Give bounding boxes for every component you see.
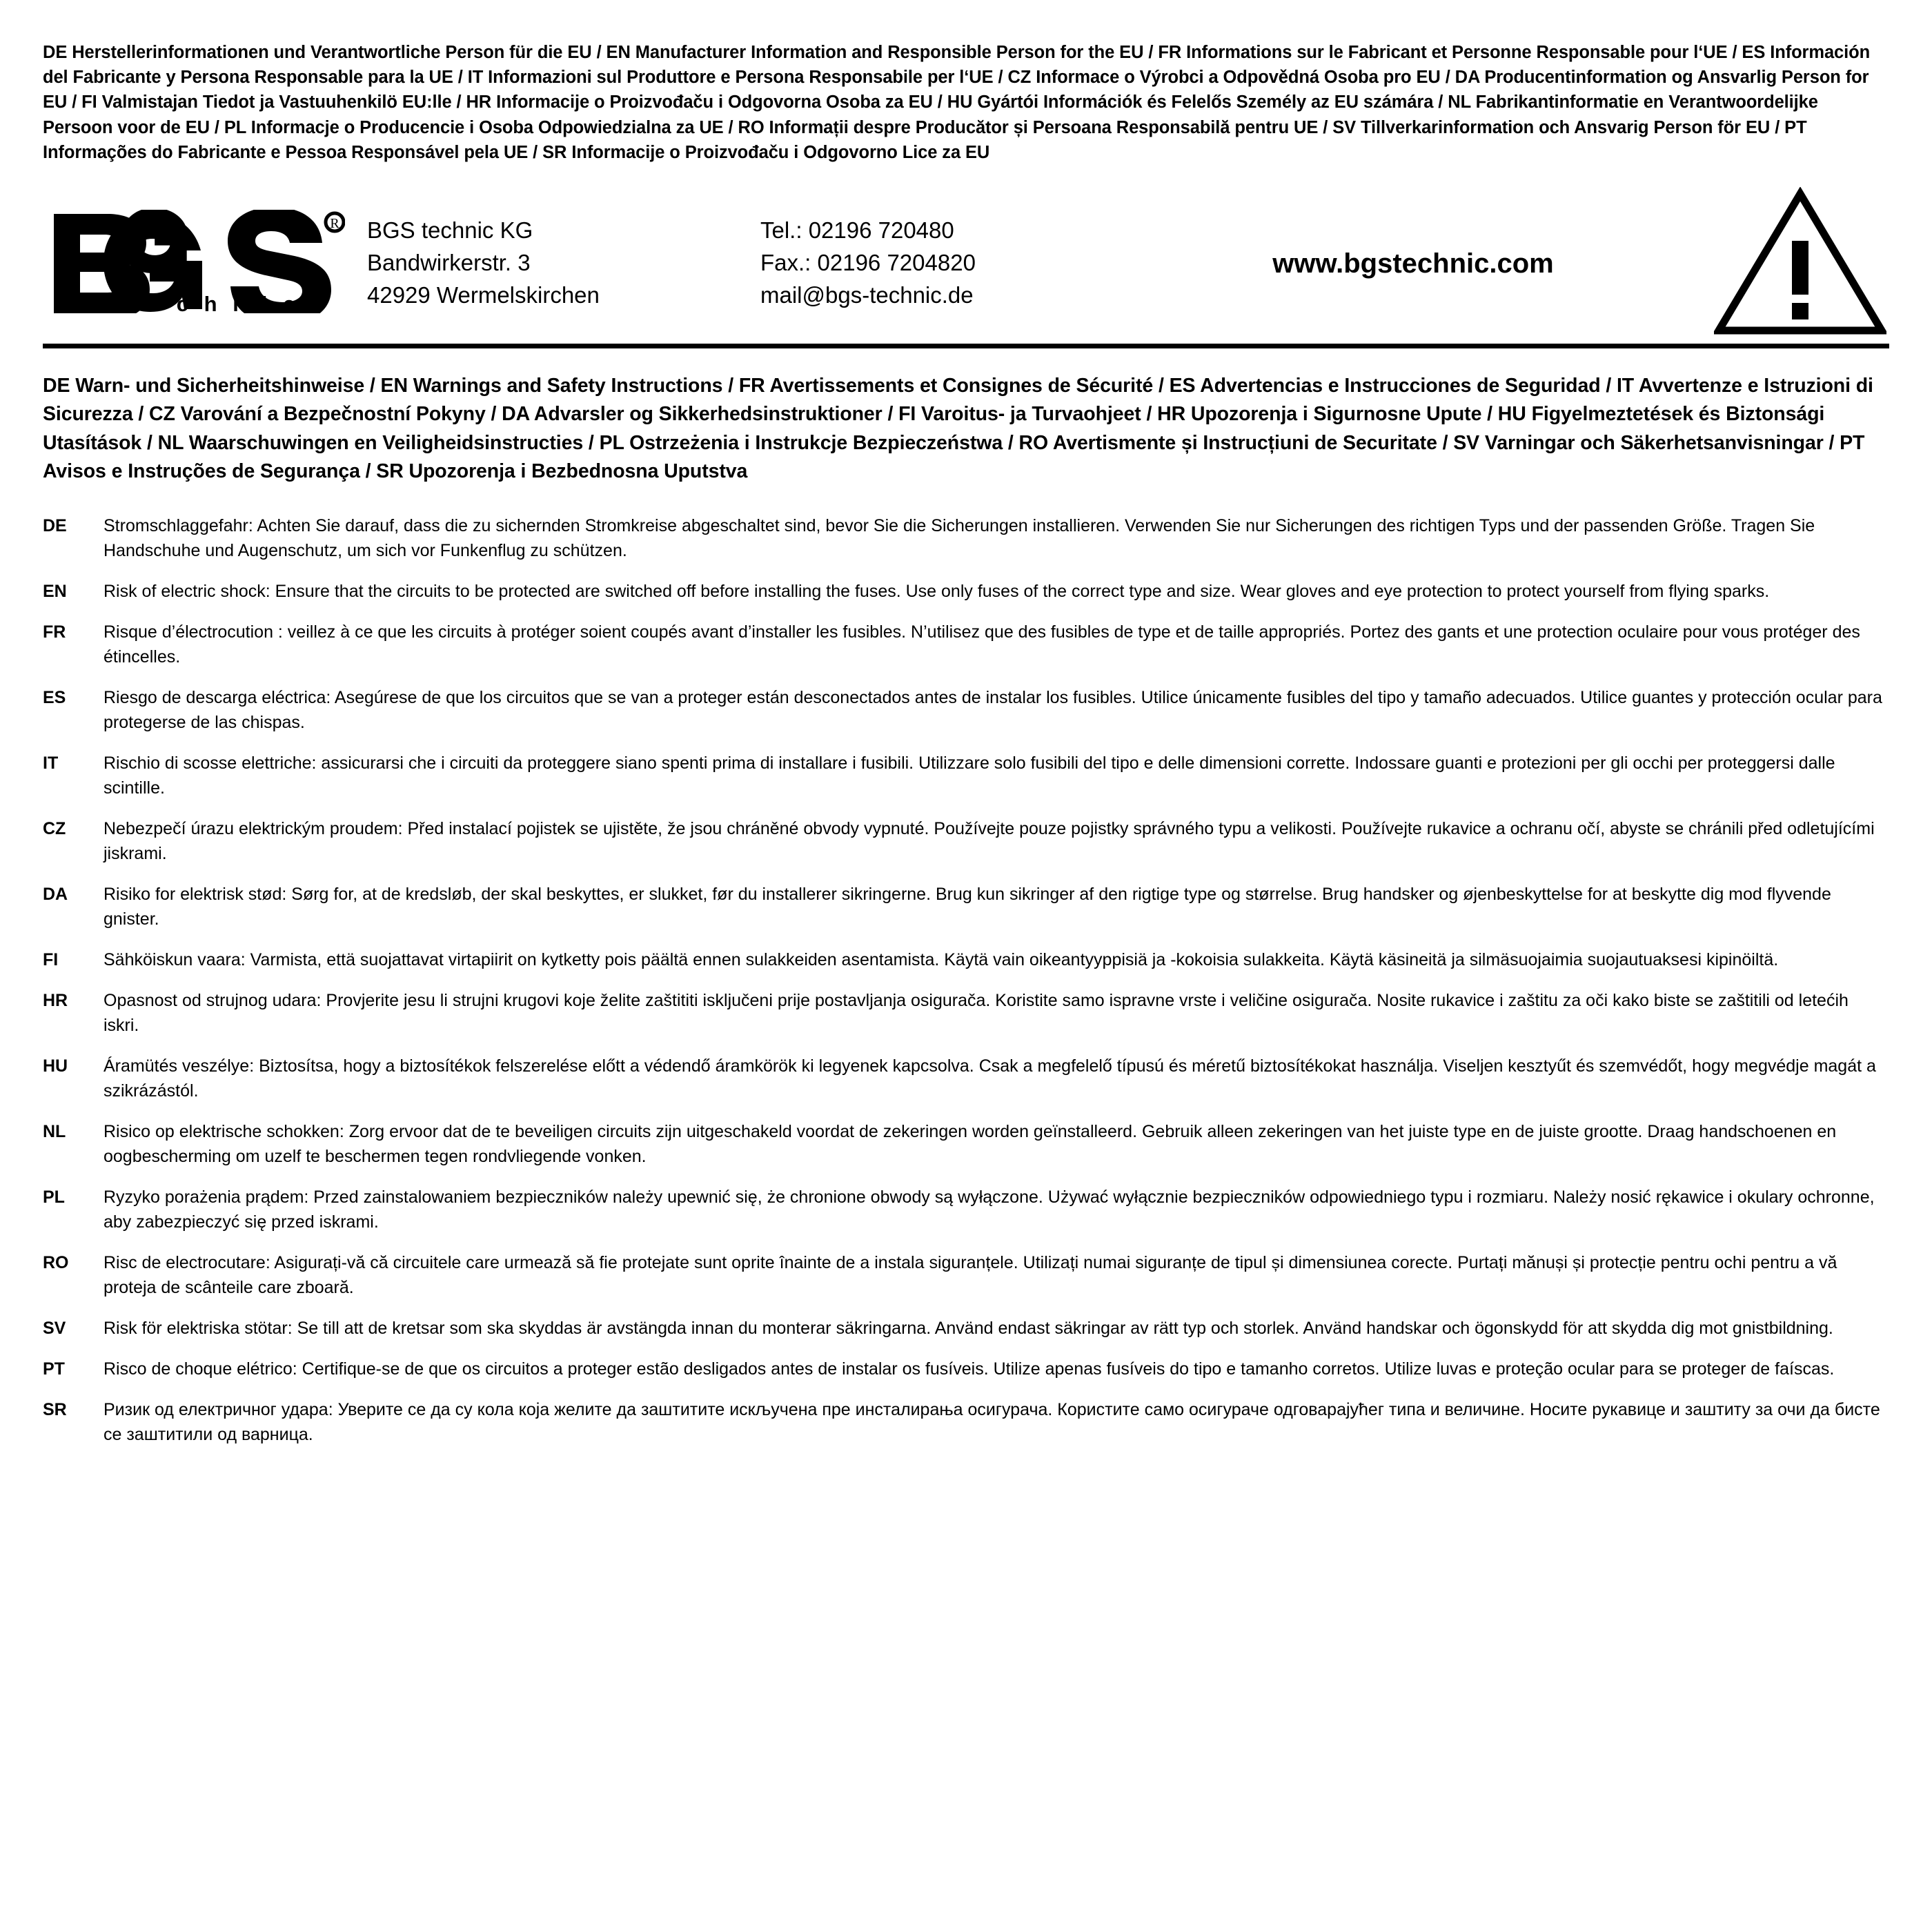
warning-row-it xyxy=(43,751,1889,800)
warning-row-fr xyxy=(43,620,1889,669)
company-website: www.bgstechnic.com xyxy=(1272,248,1554,279)
warning-row-en xyxy=(43,579,1889,604)
bgs-logo xyxy=(43,210,367,313)
warning-row-da xyxy=(43,882,1889,931)
company-email: mail@bgs-technic.de xyxy=(760,282,974,308)
language-code: HR xyxy=(43,991,68,1011)
warning-triangle-svg xyxy=(1714,187,1886,335)
language-code: RO xyxy=(43,1253,69,1273)
safety-section-heading: DE Warn- und Sicherheitshinweise / EN Warnings and Safety Instructions / FR Avertissements et Consignes de Sécurité / ES Advertencias e Instrucciones de Seguridad / IT Avvertenze e Istruzioni di Sicurezza / CZ Varování a Bezpečnostní Pokyny / DA Advarsler og Sikkerhedsinstruktioner / FI Varoitus- ja Turvaohjeet / HR Upozorenja i Sigurnosne Upute / HU Figyelmeztetések és Biztonsági Utasítások / NL Waarschuwingen en Veiligheidsinstructies / PL Ostrzeżenia i Instrukcje Bezpieczeństwa / RO Avertismente și Instrucțiuni de Securitate / SV Varningar och Säkerhetsanvisningar / PT Avisos e Instruções de Segurança / SR Upozorenja i Bezbednosna Uputstva xyxy=(43,375,1873,482)
company-information-block xyxy=(43,183,1889,342)
warning-row-pt xyxy=(43,1357,1889,1381)
warning-text: Opasnost od strujnog udara: Provjerite jesu li strujni krugovi koje želite zaštititi isključeni prije postavljanja osigurača. Koristite samo ispravne vrste i veličine osigurača. Nosite rukavice i zaštitu za oči kako biste se zaštitili od letećih iskri. xyxy=(103,991,1849,1036)
warning-row-de xyxy=(43,513,1889,563)
company-contact xyxy=(760,210,1147,312)
language-code: EN xyxy=(43,582,67,602)
company-street: Bandwirkerstr. 3 xyxy=(367,250,531,276)
company-name: BGS technic KG xyxy=(367,217,533,244)
company-city: 42929 Wermelskirchen xyxy=(367,282,600,308)
warning-row-cz xyxy=(43,816,1889,866)
language-code: DE xyxy=(43,516,67,536)
warning-row-ro xyxy=(43,1250,1889,1300)
warning-text: Risc de electrocutare: Asigurați-vă că circuitele care urmează să fie protejate sunt oprite înainte de a instala siguranțele. Utilizați numai siguranțe de tipul și dimensiunea corecte. Purtați mănuși și protecție pentru ochi pentru a vă proteja de scânteile care zboară. xyxy=(103,1253,1837,1298)
language-code: SR xyxy=(43,1400,67,1420)
warning-row-hr xyxy=(43,988,1889,1038)
language-code: FI xyxy=(43,950,59,970)
language-code: ES xyxy=(43,688,66,708)
warning-text: Áramütés veszélye: Biztosítsa, hogy a biztosítékok felszerelése előtt a védendő áramkörök ki legyenek kapcsolva. Csak a megfelelő típusú és méretű biztosítékokat használja. Viseljen kesztyűt és szemvédőt, hogy megvédje magát a szikrázástól. xyxy=(103,1056,1876,1101)
svg-text:R: R xyxy=(330,215,339,231)
manufacturer-info-heading: DE Herstellerinformationen und Verantwortliche Person für die EU / EN Manufacturer Information and Responsible Person for the EU / FR Informations sur le Fabricant et Personne Responsable pour l‘UE / ES Información del Fabricante y Persona Responsable para la UE / IT Informazioni sul Produttore e Persona Responsabile per l‘UE / CZ Informace o Výrobci a Odpovědná Osoba pro EU / DA Producentinformation og Ansvarlig Person for EU / FI Valmistajan Tiedot ja Vastuuhenkilö EU:lle / HR Informacije o Proizvođaču i Odgovorna Osoba za EU / HU Gyártói Információk és Felelős Személy az EU számára / NL Fabrikantinformatie en Verantwoordelijke Persoon voor de EU / PL Informacje o Producencie i Osoba Odpowiedzialna za UE / RO Informații despre Producător și Persoana Responsabilă pentru UE / SV Tillverkarinformation och Ansvarig Person för EU / PT Informações do Fabricante e Pessoa Responsável pela UE / SR Informacije o Proizvođaču i Odgovorno Lice za EU xyxy=(43,43,1871,162)
language-code: PL xyxy=(43,1187,65,1208)
warning-text: Ризик од електричног удара: Уверите се да су кола која желите да заштитите искључена пре инсталирања осигурача. Користите само осигураче одговарајућег типа и величине. Носите рукавице и заштиту за очи да бисте се заштитили од варница. xyxy=(103,1400,1880,1445)
warning-row-sr xyxy=(43,1397,1889,1447)
svg-text:t e c h n i c: t e c h n i c xyxy=(126,291,300,313)
language-code: IT xyxy=(43,753,59,773)
warning-row-sv xyxy=(43,1316,1889,1341)
language-code: PT xyxy=(43,1359,65,1379)
warning-row-fi xyxy=(43,947,1889,972)
warning-text: Risiko for elektrisk stød: Sørg for, at de kredsløb, der skal beskyttes, er slukket, før du installerer sikringerne. Brug kun sikringer af den rigtige type og størrelse. Brug handsker og øjenbeskyttelse for at beskytte dig mod flyvende gnister. xyxy=(103,885,1831,929)
warning-text: Risque d’électrocution : veillez à ce que les circuits à protéger soient coupés avant d’installer les fusibles. N’utilisez que des fusibles de type et de taille appropriés. Portez des gants et une protection oculaire pour vous protéger des étincelles. xyxy=(103,622,1860,667)
warning-text: Risk of electric shock: Ensure that the circuits to be protected are switched off before installing the fuses. Use only fuses of the correct type and size. Wear gloves and eye protection to protect yourself from flying sparks. xyxy=(103,582,1770,602)
warning-text: Riesgo de descarga eléctrica: Asegúrese de que los circuitos que se van a proteger están desconectados antes de instalar los fusibles. Utilice únicamente fusibles del tipo y tamaño adecuados. Utilice guantes y protección ocular para protegerse de las chispas. xyxy=(103,688,1882,733)
warning-row-nl xyxy=(43,1119,1889,1169)
warnings-list xyxy=(43,513,1889,1447)
warning-text: Risk för elektriska stötar: Se till att de kretsar som ska skyddas är avstängda innan du monterar säkringarna. Använd endast säkringar av rätt typ och storlek. Använd handskar och ögonskydd för att skydda dig mot gnistbildning. xyxy=(103,1319,1833,1339)
warning-text: Sähköiskun vaara: Varmista, että suojattavat virtapiirit on kytketty pois päältä ennen sulakkeiden asentamista. Käytä vain oikeantyyppisiä ja -kokoisia sulakkeita. Käytä käsineitä ja silmäsuojaimia suojautuaksesi kipinöiltä. xyxy=(103,950,1779,970)
language-code: HU xyxy=(43,1056,68,1076)
company-telephone: Tel.: 02196 720480 xyxy=(760,217,954,244)
language-code: SV xyxy=(43,1319,66,1339)
language-code: NL xyxy=(43,1122,66,1142)
warning-row-pl xyxy=(43,1185,1889,1234)
warning-row-hu xyxy=(43,1054,1889,1103)
warning-row-es xyxy=(43,685,1889,735)
warning-text: Risico op elektrische schokken: Zorg ervoor dat de te beveiligen circuits zijn uitgeschakeld voordat de zekeringen worden geïnstalleerd. Gebruik alleen zekeringen van het juiste type en de juiste grootte. Draag handschoenen en oogbescherming om uzelf te beschermen tegen rondvliegende vonken. xyxy=(103,1122,1837,1167)
warning-text: Risco de choque elétrico: Certifique-se de que os circuitos a proteger estão desligados antes de instalar os fusíveis. Utilize apenas fusíveis do tipo e tamanho corretos. Utilize luvas e proteção ocular para se proteger de faíscas. xyxy=(103,1359,1835,1379)
warning-triangle-icon xyxy=(1700,187,1889,335)
warning-text: Stromschlaggefahr: Achten Sie darauf, dass die zu sichernden Stromkreise abgeschaltet sind, bevor Sie die Sicherungen installieren. Verwenden Sie nur Sicherungen des richtigen Typs und der passenden Größe. Tragen Sie Handschuhe und Augenschutz, um sich vor Funkenflug zu schützen. xyxy=(103,516,1815,561)
language-code: DA xyxy=(43,885,68,905)
header-divider xyxy=(43,344,1889,348)
warning-text: Rischio di scosse elettriche: assicurarsi che i circuiti da proteggere siano spenti prima di installare i fusibili. Utilizzare solo fusibili del tipo e delle dimensioni corrette. Indossare guanti e protezioni per gli occhi per proteggersi dalle scintille. xyxy=(103,753,1835,798)
language-code: CZ xyxy=(43,819,66,839)
warning-text: Ryzyko porażenia prądem: Przed zainstalowaniem bezpieczników należy upewnić się, że chronione obwody są wyłączone. Używać wyłącznie bezpieczników odpowiedniego typu i rozmiaru. Należy nosić rękawice i okulary ochronne, aby zabezpieczyć się przed iskrami. xyxy=(103,1187,1875,1232)
warning-text: Nebezpečí úrazu elektrickým proudem: Před instalací pojistek se ujistěte, že jsou chráněné obvody vypnuté. Používejte pouze pojistky správného typu a velikosti. Používejte rukavice a ochranu očí, abyste se chránili před odletujícími jiskrami. xyxy=(103,819,1875,864)
bgs-logo-icon xyxy=(48,210,345,313)
company-address xyxy=(367,210,760,312)
company-fax: Fax.: 02196 7204820 xyxy=(760,250,976,276)
language-code: FR xyxy=(43,622,66,642)
